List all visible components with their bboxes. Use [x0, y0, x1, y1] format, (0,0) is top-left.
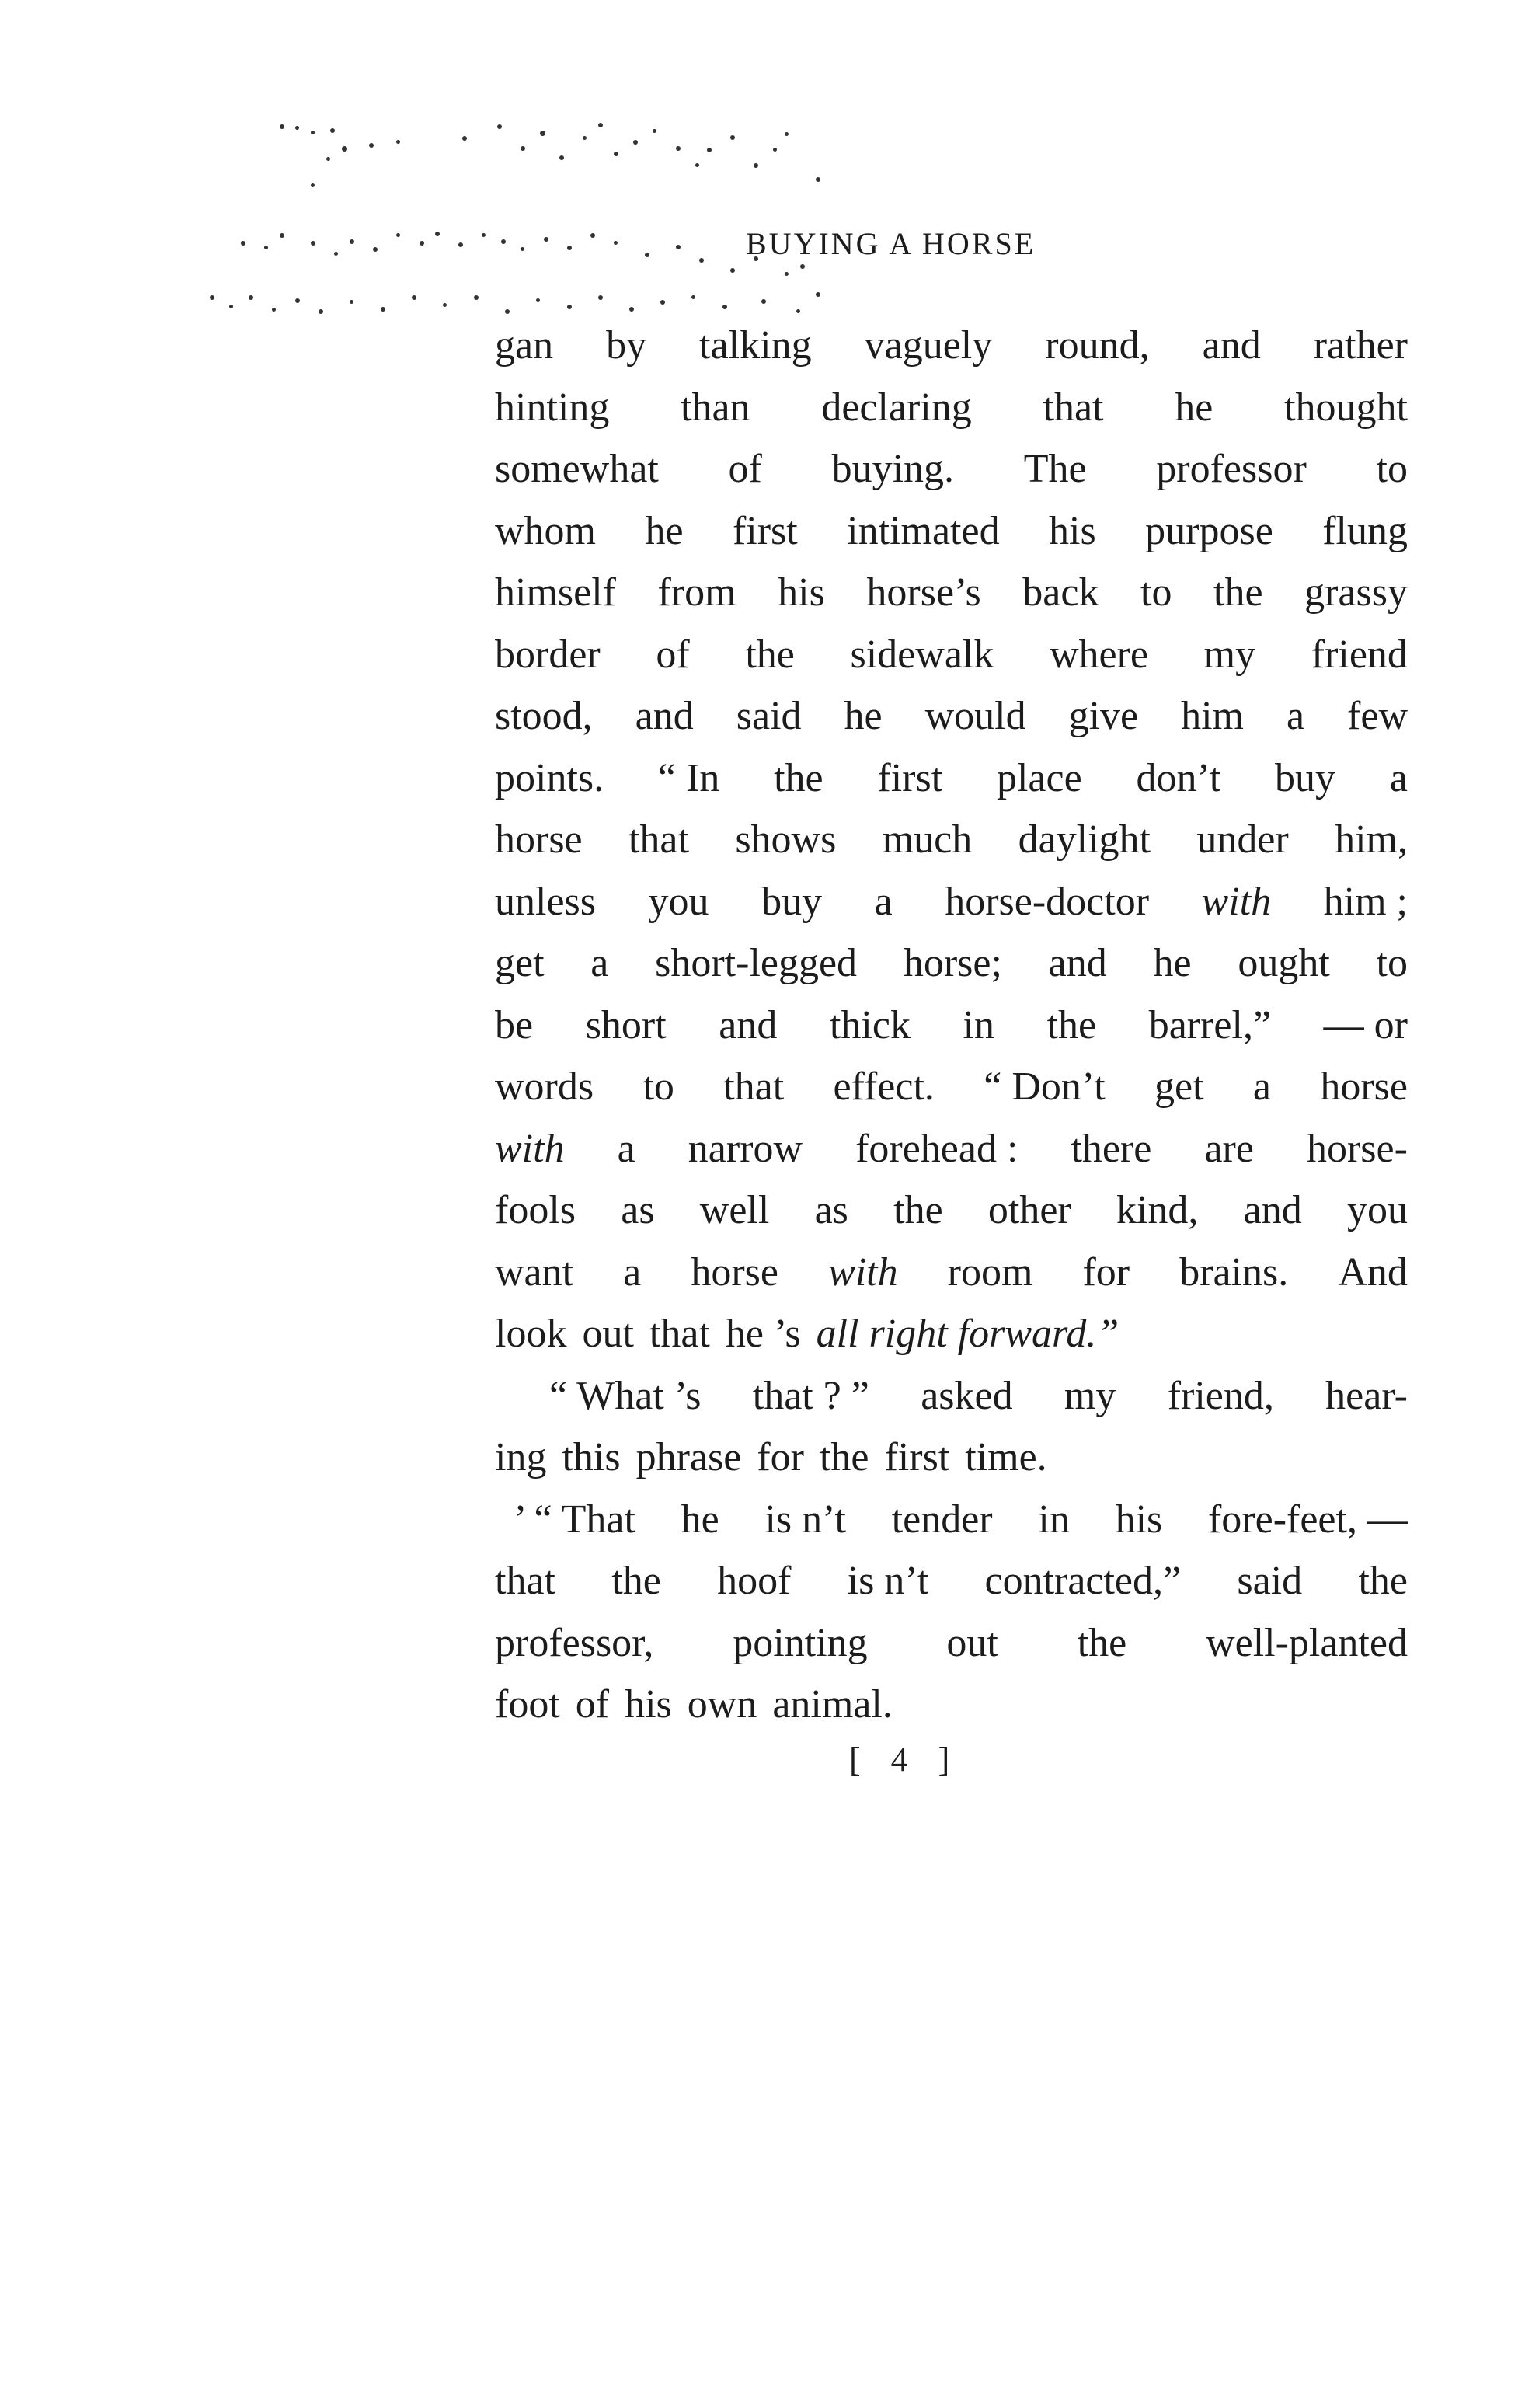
text-word: few: [1347, 694, 1408, 738]
text-word: his: [625, 1682, 672, 1727]
text-word: the: [893, 1188, 943, 1232]
text-word: the: [1213, 570, 1263, 615]
text-word: be: [495, 1002, 534, 1047]
text-word: you: [1346, 1188, 1408, 1232]
text-word: look: [495, 1312, 567, 1356]
bleed-speck: [505, 309, 510, 314]
text-word: don’t: [1136, 755, 1221, 800]
text-word: with: [828, 1249, 898, 1295]
bleed-speck: [559, 155, 564, 160]
bleed-speck: [722, 305, 727, 309]
bleed-speck: [420, 241, 424, 246]
text-word: give: [1068, 694, 1139, 738]
bleed-speck: [330, 128, 335, 133]
text-word: a: [1286, 694, 1305, 738]
text-word: as: [814, 1188, 848, 1232]
text-word: The: [1023, 447, 1087, 491]
text-line: [495, 1489, 1408, 1551]
bleed-speck: [536, 298, 540, 302]
running-header: BUYING A HORSE: [746, 226, 1036, 261]
bleed-speck: [754, 163, 758, 168]
bleed-speck: [295, 298, 300, 303]
text-word: his: [1115, 1497, 1163, 1542]
text-line: [495, 685, 1408, 747]
text-word: from: [657, 570, 736, 615]
bleed-speck: [443, 303, 447, 307]
text-word: talking: [699, 323, 812, 368]
bleed-speck: [800, 264, 805, 269]
text-word: with: [1201, 879, 1272, 924]
text-word: other: [987, 1188, 1071, 1232]
bleed-speck: [311, 183, 315, 187]
bleed-speck: [816, 177, 820, 182]
text-line: [495, 377, 1408, 439]
bleed-speck: [645, 253, 649, 257]
text-line: [495, 1427, 1408, 1489]
text-word: with: [495, 1126, 565, 1171]
text-word: the: [611, 1559, 661, 1603]
text-word: foot: [495, 1682, 560, 1727]
text-line: [495, 1056, 1408, 1118]
bleed-speck: [614, 152, 618, 156]
text-word: him ;: [1323, 879, 1408, 924]
text-word: get: [1154, 1065, 1204, 1109]
bleed-speck: [730, 135, 735, 140]
bleed-speck: [350, 239, 354, 244]
text-word: for: [757, 1435, 804, 1479]
text-word: first: [884, 1435, 950, 1479]
text-word: sidewalk: [850, 632, 994, 677]
text-word: horse’s: [866, 570, 981, 615]
text-word: kind,: [1116, 1188, 1199, 1232]
text-line: [495, 562, 1408, 624]
text-word: somewhat: [495, 447, 659, 491]
text-word: there: [1071, 1126, 1152, 1171]
text-word: is n’t: [847, 1559, 929, 1603]
bleed-speck: [435, 232, 440, 236]
text-word: daylight: [1018, 817, 1151, 862]
text-word: this: [562, 1435, 621, 1479]
bleed-speck: [319, 309, 323, 314]
bleed-speck: [598, 123, 603, 127]
text-line: [495, 1612, 1408, 1674]
text-word: under: [1196, 817, 1289, 862]
text-word: and: [719, 1002, 778, 1047]
text-word: flung: [1322, 508, 1408, 553]
text-word: you: [648, 879, 709, 924]
text-word: fore-feet, —: [1207, 1497, 1408, 1542]
text-word: he: [844, 694, 883, 738]
bleed-speck: [785, 132, 789, 136]
bleed-speck: [272, 308, 276, 312]
text-word: asked: [921, 1373, 1013, 1418]
text-word: border: [495, 632, 601, 677]
text-word: unless: [495, 879, 596, 924]
bleed-speck: [691, 295, 695, 299]
bleed-speck: [540, 131, 545, 136]
text-word: declaring: [821, 385, 972, 430]
text-word: the: [1046, 1002, 1097, 1047]
bleed-speck: [676, 245, 681, 249]
bleed-speck: [342, 146, 347, 152]
bleed-speck: [462, 136, 467, 141]
bleed-speck: [629, 307, 634, 312]
text-word: he ’s: [725, 1312, 801, 1356]
text-word: he: [645, 508, 684, 553]
text-line: [495, 1118, 1408, 1180]
text-word: “ In: [657, 755, 720, 800]
bleed-speck: [412, 295, 416, 300]
text-word: shows: [735, 817, 837, 862]
text-word: gan: [495, 323, 554, 368]
bleed-speck: [369, 143, 374, 148]
text-word: are: [1204, 1126, 1254, 1171]
text-word: contracted,”: [984, 1559, 1182, 1603]
text-word: of: [656, 632, 690, 677]
text-word: room: [947, 1249, 1033, 1295]
text-word: the: [1358, 1559, 1408, 1603]
text-word: a: [623, 1249, 642, 1295]
body-text: [495, 315, 1408, 1736]
text-word: in: [963, 1002, 994, 1047]
bleed-speck: [501, 239, 506, 244]
bleed-speck: [707, 148, 712, 152]
text-word: and: [1243, 1188, 1302, 1232]
bleed-speck: [280, 124, 284, 129]
text-word: than: [681, 385, 750, 430]
bleed-speck: [567, 305, 572, 309]
text-word: out: [946, 1620, 998, 1665]
text-word: a: [1252, 1065, 1271, 1109]
bleed-speck: [796, 309, 800, 313]
text-word: my: [1203, 632, 1256, 677]
bleed-speck: [598, 295, 603, 300]
text-word: for: [1082, 1249, 1130, 1295]
text-word: professor,: [495, 1620, 654, 1665]
show-through-specks: [194, 109, 831, 319]
bleed-speck: [521, 247, 524, 251]
text-word: a: [874, 879, 893, 924]
text-word: that: [1043, 385, 1104, 430]
text-word: that: [628, 817, 689, 862]
page-number: [ 4 ]: [849, 1741, 961, 1779]
text-word: horse-: [1306, 1126, 1408, 1171]
text-line: [495, 809, 1408, 871]
bleed-speck: [614, 241, 618, 245]
text-word: hear-: [1325, 1373, 1408, 1418]
bleed-speck: [699, 258, 704, 263]
bleed-speck: [567, 246, 572, 250]
text-word: first: [877, 755, 943, 800]
text-word: vaguely: [864, 323, 993, 368]
text-word: the: [1077, 1620, 1127, 1665]
text-word: hoof: [717, 1559, 792, 1603]
text-word: place: [996, 755, 1082, 800]
text-word: round,: [1045, 323, 1150, 368]
text-word: and: [1202, 323, 1261, 368]
text-word: And: [1338, 1249, 1408, 1295]
bleed-speck: [785, 272, 789, 276]
bleed-speck: [311, 131, 315, 134]
text-word: well: [699, 1188, 770, 1232]
bleed-speck: [583, 136, 587, 140]
text-word: ing: [495, 1435, 547, 1479]
text-line: [495, 1674, 1408, 1736]
text-line: [495, 500, 1408, 563]
bleed-speck: [264, 246, 268, 249]
text-word: he: [1175, 385, 1213, 430]
bleed-speck: [816, 292, 820, 297]
text-word: he: [1153, 941, 1192, 985]
text-word: effect.: [833, 1065, 935, 1109]
text-line: [495, 1180, 1408, 1242]
bleed-speck: [773, 148, 777, 152]
text-word: “ What ’s: [549, 1373, 702, 1418]
text-word: brains.: [1179, 1249, 1289, 1295]
text-word: pointing: [733, 1620, 868, 1665]
text-word: buy: [1275, 755, 1336, 800]
text-line: [495, 438, 1408, 500]
text-word: get: [495, 941, 545, 985]
bleed-speck: [350, 300, 353, 304]
bleed-speck: [482, 233, 486, 237]
text-word: the: [774, 755, 823, 800]
text-line: [495, 315, 1408, 377]
text-word: forehead :: [855, 1126, 1018, 1171]
text-word: grassy: [1304, 570, 1408, 615]
text-word: and: [635, 694, 694, 738]
text-line: [495, 932, 1408, 995]
text-word: that: [495, 1559, 555, 1603]
text-word: by: [606, 323, 647, 368]
text-word: ’ “ That: [514, 1497, 635, 1542]
text-word: horse: [691, 1249, 778, 1295]
bleed-speck: [326, 157, 330, 161]
text-word: would: [924, 694, 1026, 738]
text-word: his: [778, 570, 825, 615]
bleed-speck: [381, 307, 385, 312]
text-word: barrel,”: [1148, 1002, 1272, 1047]
text-word: the: [819, 1435, 869, 1479]
text-word: phrase: [635, 1435, 742, 1479]
text-word: well-planted: [1206, 1620, 1408, 1665]
text-line: [495, 1550, 1408, 1612]
text-word: himself: [495, 570, 616, 615]
bleed-speck: [210, 295, 214, 300]
text-word: narrow: [688, 1126, 803, 1171]
bleed-speck: [458, 242, 463, 247]
text-word: of: [728, 447, 762, 491]
text-word: back: [1022, 570, 1099, 615]
bleed-speck: [695, 163, 699, 167]
text-line: [495, 1242, 1408, 1304]
bleed-speck: [241, 241, 245, 246]
bleed-speck: [373, 247, 378, 252]
text-word: him,: [1335, 817, 1408, 862]
bleed-speck: [730, 268, 735, 273]
text-word: tender: [891, 1497, 993, 1542]
text-word: where: [1049, 632, 1149, 677]
bleed-speck: [660, 300, 665, 305]
bleed-speck: [761, 299, 766, 304]
text-word: my: [1064, 1373, 1116, 1418]
text-word: first: [732, 508, 798, 553]
text-word: and: [1048, 941, 1107, 985]
text-word: horse-doctor: [945, 879, 1150, 924]
text-word: the: [745, 632, 795, 677]
bleed-speck: [633, 140, 638, 145]
text-word: friend,: [1167, 1373, 1274, 1418]
text-word: is n’t: [764, 1497, 846, 1542]
text-word: he: [681, 1497, 719, 1542]
text-word: to: [1140, 570, 1172, 615]
text-word: buying.: [831, 447, 955, 491]
text-word: buy: [761, 879, 823, 924]
text-word: words: [495, 1065, 594, 1109]
bleed-speck: [334, 252, 338, 256]
text-word: a: [590, 941, 609, 985]
text-word: time.: [965, 1435, 1047, 1479]
text-line: [495, 1365, 1408, 1427]
bleed-speck: [544, 237, 548, 242]
text-word: short: [585, 1002, 667, 1047]
text-word: said: [1237, 1559, 1303, 1603]
text-word: — or: [1323, 1002, 1408, 1047]
text-word: horse: [495, 817, 583, 862]
text-word: that: [723, 1065, 785, 1109]
text-line: [495, 995, 1408, 1057]
text-line: [495, 871, 1408, 933]
bleed-speck: [653, 129, 656, 133]
text-line: [495, 624, 1408, 686]
text-word: “ Don’t: [984, 1065, 1106, 1109]
bleed-speck: [295, 126, 299, 130]
bleed-speck: [590, 233, 595, 238]
bleed-speck: [229, 305, 233, 308]
text-word: thought: [1284, 385, 1408, 430]
text-word: want: [495, 1249, 574, 1295]
text-word: a: [1389, 755, 1408, 800]
bleed-speck: [311, 241, 315, 246]
text-word: to: [1376, 447, 1408, 491]
text-word: ought: [1238, 941, 1330, 985]
text-word: purpose: [1145, 508, 1273, 553]
text-word: intimated: [847, 508, 1000, 553]
bleed-speck: [249, 295, 253, 300]
text-word: much: [882, 817, 973, 862]
bleed-speck: [396, 233, 400, 237]
text-word: whom: [495, 508, 596, 553]
text-word: short-legged: [655, 941, 858, 985]
text-word: friend: [1311, 632, 1408, 677]
text-word: of: [575, 1682, 610, 1727]
text-word: to: [642, 1065, 674, 1109]
bleed-speck: [497, 124, 502, 129]
bleed-speck: [676, 146, 681, 151]
text-word: points.: [495, 755, 604, 800]
bleed-speck: [280, 233, 284, 238]
text-word: him: [1181, 694, 1244, 738]
text-word: out: [582, 1312, 634, 1356]
text-word: stood,: [495, 694, 593, 738]
text-word: fools: [495, 1188, 576, 1232]
text-word: rather: [1313, 323, 1408, 368]
text-word: own: [687, 1682, 757, 1727]
text-word: that: [649, 1312, 710, 1356]
text-word: professor: [1156, 447, 1307, 491]
text-word: that ? ”: [752, 1373, 869, 1418]
bleed-speck: [396, 140, 400, 144]
text-word: in: [1038, 1497, 1070, 1542]
text-word: as: [621, 1188, 655, 1232]
text-word: horse: [1320, 1065, 1408, 1109]
bleed-speck: [521, 146, 525, 151]
text-line: [495, 1303, 1408, 1365]
text-word: animal.: [772, 1682, 893, 1727]
text-word: a: [617, 1126, 635, 1171]
text-word: all right forward.”: [816, 1312, 1119, 1356]
text-word: said: [736, 694, 802, 738]
text-word: thick: [829, 1002, 911, 1047]
text-line: [495, 747, 1408, 810]
text-word: horse;: [903, 941, 1002, 985]
text-word: hinting: [495, 385, 610, 430]
text-word: to: [1376, 941, 1408, 985]
text-word: his: [1049, 508, 1096, 553]
bleed-speck: [474, 295, 479, 300]
